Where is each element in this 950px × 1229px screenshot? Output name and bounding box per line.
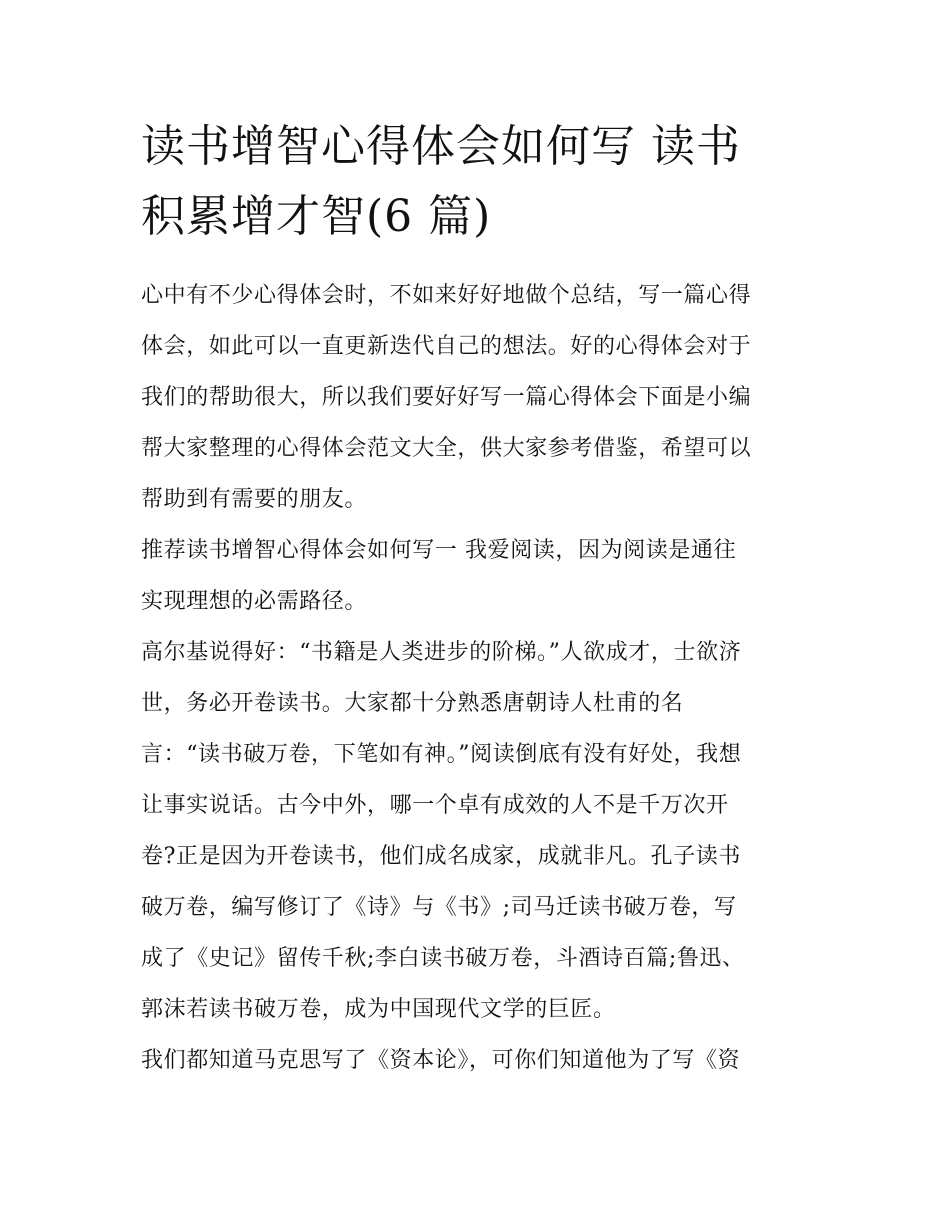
text-line: 言：“读书破万卷，下笔如有神。”阅读倒底有没有好处，我想: [141, 742, 742, 767]
title-line: 读书增智心得体会如何写 读书: [141, 121, 741, 172]
marx-paragraph: [141, 1035, 813, 1086]
text-line: 实现理想的必需路径。: [141, 589, 368, 614]
text-line: 破万卷，编写修订了《诗》与《书》;司马迁读书破万卷，写: [141, 895, 737, 920]
text-line: 郭沫若读书破万卷，成为中国现代文学的巨匠。: [141, 997, 616, 1022]
text-line: 推荐读书增智心得体会如何写一 我爱阅读，因为阅读是通往: [141, 538, 737, 563]
intro-paragraph: [141, 270, 813, 525]
text-line: 成了《史记》留传千秋;李白读书破万卷，斗酒诗百篇;鲁迅、: [141, 946, 745, 971]
text-line: 我们的帮助很大，所以我们要好好写一篇心得体会下面是小编: [141, 385, 752, 410]
text-line: 高尔基说得好：“书籍是人类进步的阶梯。”人欲成才，士欲济: [141, 640, 742, 665]
text-line: 卷?正是因为开卷读书，他们成名成家，成就非凡。孔子读书: [141, 844, 741, 869]
text-line: 心中有不少心得体会时，不如来好好地做个总结，写一篇心得: [141, 283, 752, 308]
document-body: [141, 112, 813, 1086]
text-line: 世，务必开卷读书。大家都十分熟悉唐朝诗人杜甫的名: [141, 691, 684, 716]
text-line: 体会，如此可以一直更新迭代自己的想法。好的心得体会对于: [141, 334, 752, 359]
document-title: [141, 112, 813, 252]
text-line: 帮助到有需要的朋友。: [141, 487, 368, 512]
text-line: 让事实说话。古今中外，哪一个卓有成效的人不是千万次开: [141, 793, 729, 818]
text-line: 帮大家整理的心得体会范文大全，供大家参考借鉴，希望可以: [141, 436, 752, 461]
title-line: 积累增才智(6 篇): [141, 191, 492, 242]
recommendation-paragraph: [141, 525, 813, 627]
quote-paragraph: [141, 627, 813, 1035]
text-line: 我们都知道马克思写了《资本论》，可你们知道他为了写《资: [141, 1048, 741, 1073]
